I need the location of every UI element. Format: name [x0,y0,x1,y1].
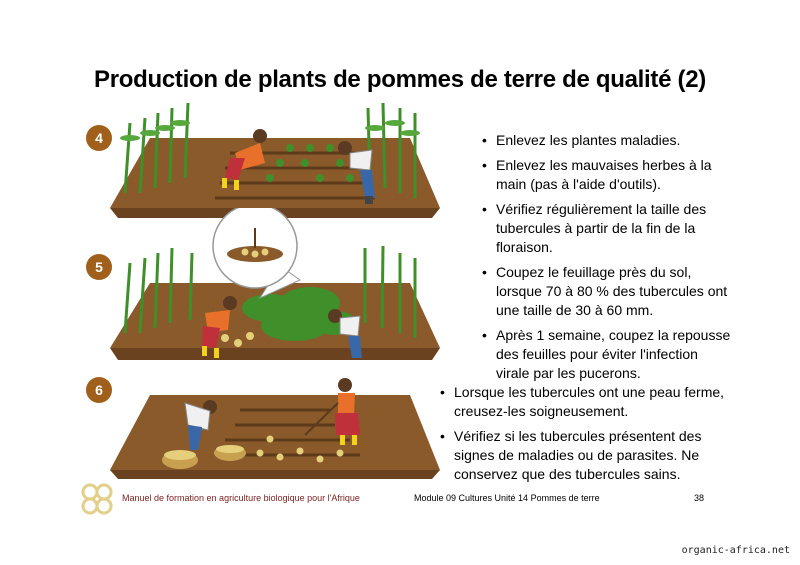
page-title: Production de plants de pommes de terre de qualité (2) [94,66,706,93]
instruction-item: • Après 1 semaine, coupez la repousse des feuilles pour éviter l'infection virale par les pucerons. [482,326,732,383]
instruction-item: • Vérifiez si les tubercules présentent des signes de maladies ou de parasites. Ne conservez que des tubercules sains. [440,427,740,484]
page-number: 38 [694,493,705,503]
instruction-item: • Vérifiez régulièrement la taille des tubercules à partir de la fin de la floraison. [482,200,732,257]
instruction-item: • Coupez le feuillage près du sol, lorsque 70 à 80 % des tubercules ont une taille de 30 à 60 mm. [482,263,732,320]
instruction-item: • Lorsque les tubercules ont une peau ferme, creusez-les soigneusement. [440,383,740,421]
instruction-item: • Enlevez les plantes maladies. [482,131,732,150]
illustration-cutting-foliage [110,208,440,368]
instructions-list-harvest [440,383,740,490]
site-watermark: organic-africa.net [681,545,790,556]
knot-logo-icon [78,480,116,518]
illustration-weeding [110,98,440,218]
step-badge-4: 4 [86,125,112,151]
footer-module: Module 09 Cultures Unité 14 Pommes de terre [414,493,600,503]
step-badge-5: 5 [86,254,112,280]
instructions-list-care [482,131,732,389]
step-badge-6: 6 [86,377,112,403]
footer-manual-title: Manuel de formation en agriculture biologique pour l'Afrique [122,493,360,503]
instruction-item: • Enlevez les mauvaises herbes à la main (pas à l'aide d'outils). [482,156,732,194]
illustration-harvesting [110,375,440,480]
